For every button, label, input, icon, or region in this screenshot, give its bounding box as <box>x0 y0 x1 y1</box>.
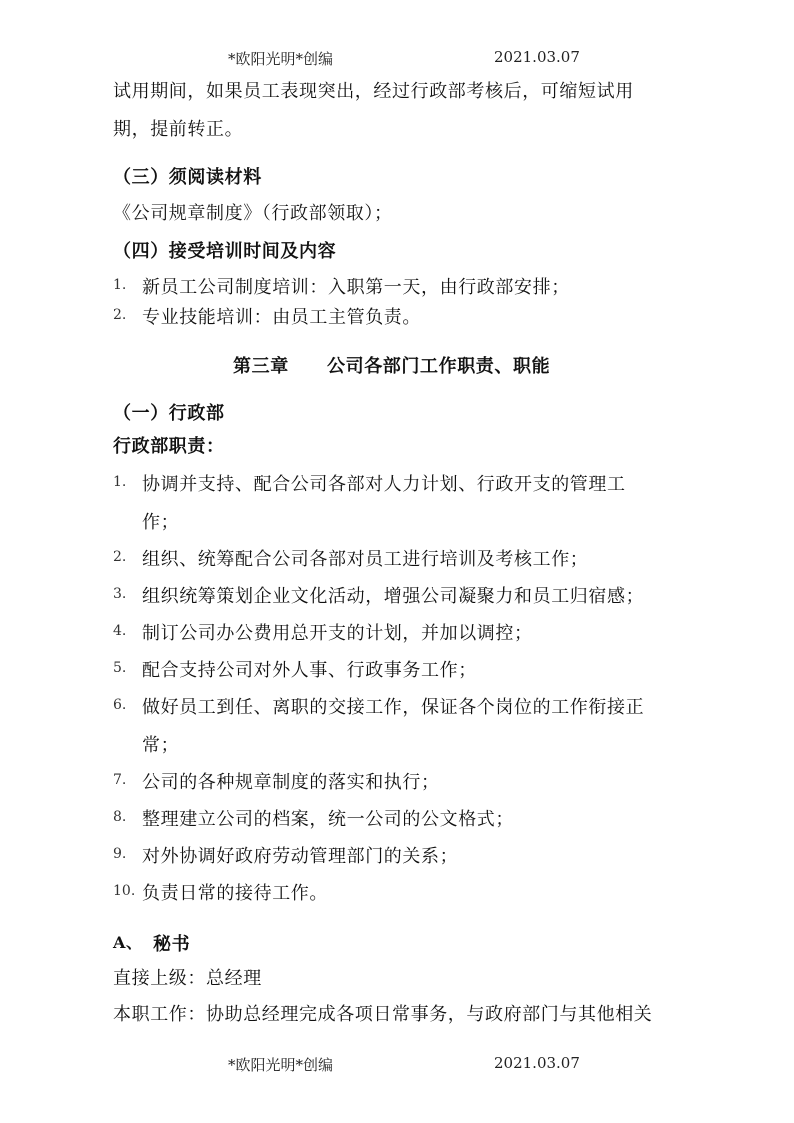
list-item-continuation: 常； <box>142 735 180 756</box>
list-item-continuation: 作； <box>142 512 180 533</box>
intro-line-1: 试用期间，如果员工表现突出，经过行政部考核后，可缩短试用 <box>113 81 634 102</box>
list-item-number: 3. <box>113 586 127 602</box>
list-item-number: 2. <box>113 307 127 323</box>
list-item: 做好员工到任、离职的交接工作，保证各个岗位的工作衔接正 <box>142 697 645 718</box>
list-item: 配合支持公司对外人事、行政事务工作； <box>142 660 477 681</box>
list-item-number: 5. <box>113 660 127 676</box>
list-item: 组织、统筹配合公司各部对员工进行培训及考核工作； <box>142 549 589 570</box>
secretary-superior: 直接上级：总经理 <box>113 968 262 989</box>
list-item-number: 8. <box>113 809 127 825</box>
intro-line-2: 期，提前转正。 <box>113 119 244 140</box>
list-item: 负责日常的接待工作。 <box>142 883 328 904</box>
header-date: 2021.03.07 <box>494 48 580 66</box>
list-item: 协调并支持、配合公司各部对人力计划、行政开支的管理工 <box>142 474 626 495</box>
header-author: *欧阳光明*创编 <box>228 50 334 68</box>
secretary-duty: 本职工作：协助总经理完成各项日常事务，与政府部门与其他相关 <box>113 1004 653 1025</box>
section-3-text: 《公司规章制度》（行政部领取）； <box>113 203 393 224</box>
list-item: 专业技能培训：由员工主管负责。 <box>142 307 421 328</box>
secretary-label: A、 <box>113 933 143 952</box>
section-4-heading: （四）接受培训时间及内容 <box>113 241 337 262</box>
secretary-title: 秘书 <box>153 934 191 955</box>
list-item-number: 1. <box>113 474 127 490</box>
list-item: 组织统筹策划企业文化活动，增强公司凝聚力和员工归宿感； <box>142 586 645 607</box>
footer-author: *欧阳光明*创编 <box>228 1056 334 1074</box>
list-item: 整理建立公司的档案，统一公司的公文格式； <box>142 809 514 830</box>
list-item: 制订公司办公费用总开支的计划，并加以调控； <box>142 623 533 644</box>
admin-heading: （一）行政部 <box>113 403 225 424</box>
list-item-number: 1. <box>113 277 127 293</box>
chapter-title: 公司各部门工作职责、职能 <box>327 356 551 377</box>
list-item-number: 9. <box>113 846 127 862</box>
list-item-number: 10. <box>113 883 136 899</box>
chapter-number: 第三章 <box>233 356 289 377</box>
section-3-heading: （三）须阅读材料 <box>113 167 262 188</box>
list-item-number: 7. <box>113 772 127 788</box>
admin-subheading: 行政部职责： <box>113 436 225 457</box>
list-item-number: 2. <box>113 549 127 565</box>
list-item-number: 4. <box>113 623 127 639</box>
footer-date: 2021.03.07 <box>494 1054 580 1072</box>
list-item: 公司的各种规章制度的落实和执行； <box>142 772 440 793</box>
list-item: 新员工公司制度培训：入职第一天，由行政部安排； <box>142 277 570 298</box>
list-item: 对外协调好政府劳动管理部门的关系； <box>142 846 459 867</box>
list-item-number: 6. <box>113 697 127 713</box>
